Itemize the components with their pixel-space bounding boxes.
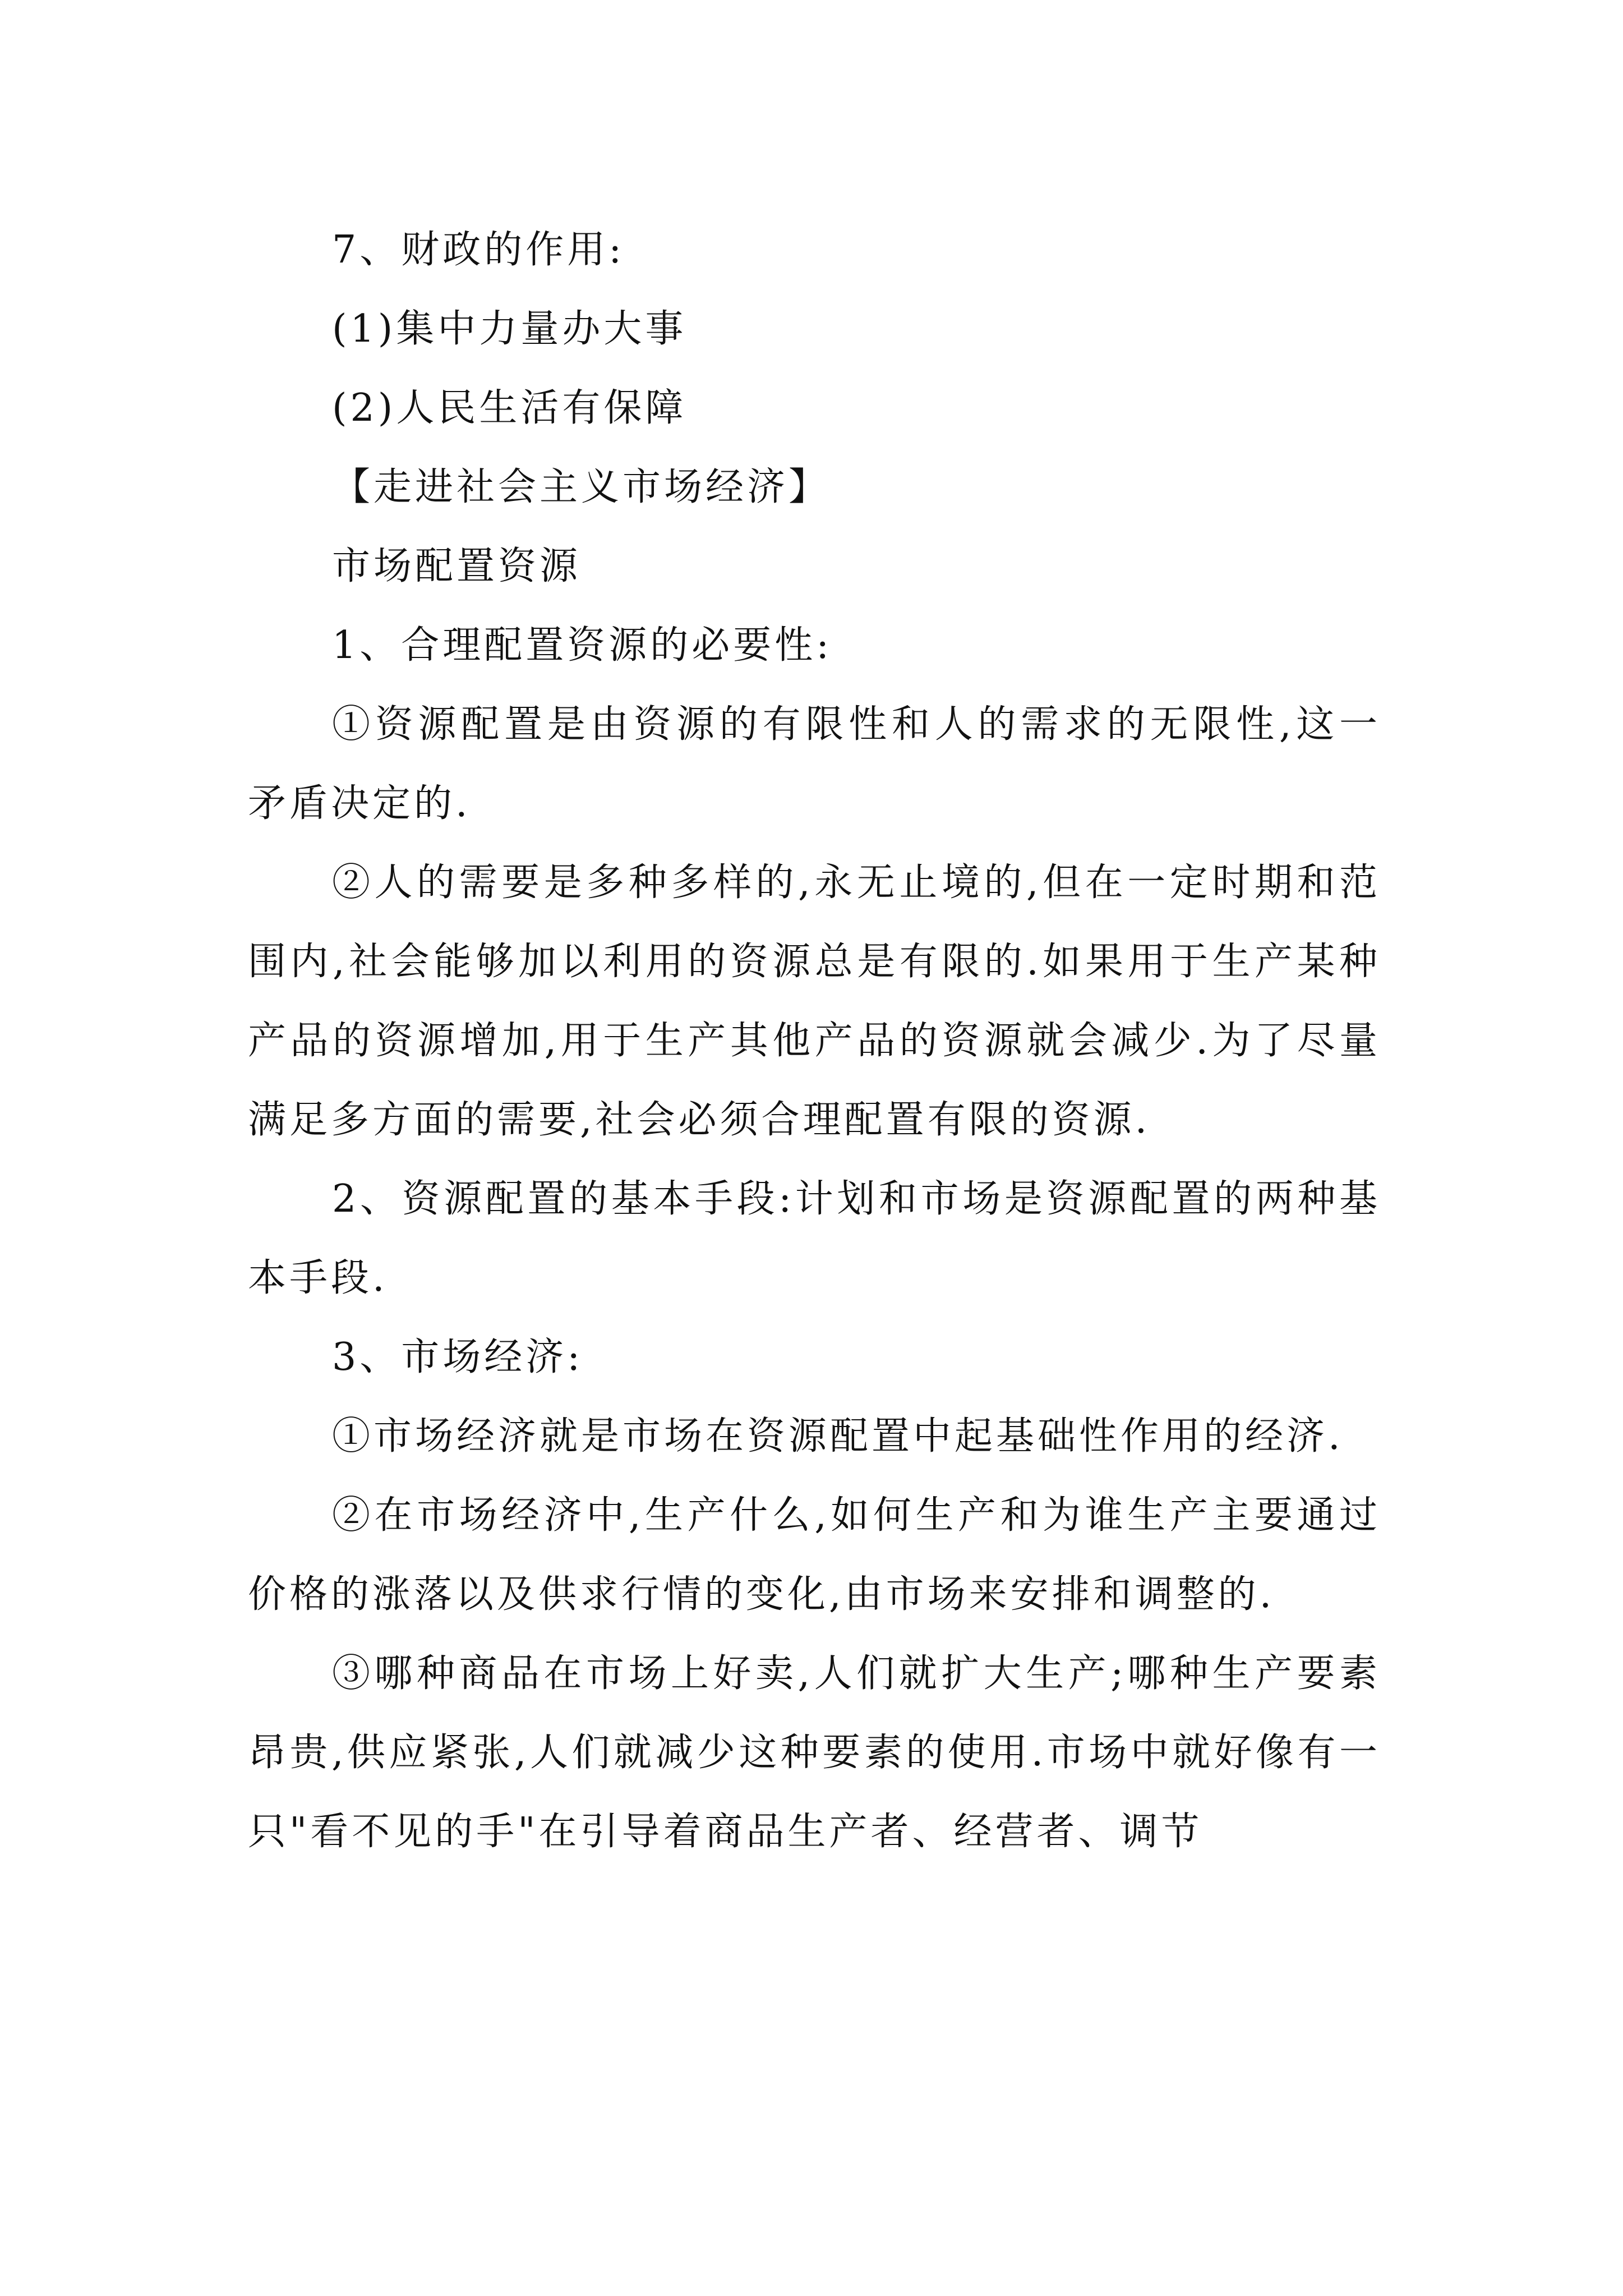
paragraph: 2、资源配置的基本手段:计划和市场是资源配置的两种基本手段. [248,1177,1381,1300]
paragraph: ②人的需要是多种多样的,永无止境的,但在一定时期和范围内,社会能够加以利用的资源总是有限的.如果用于生产某种产品的资源增加,用于生产其他产品的资源就会减少.为了尽量满足多方面的需要,社会必须合理配置有限的资源. [248,861,1381,1142]
section-heading-fiscal-role: 7、财政的作用: [332,228,625,272]
paragraph: ②在市场经济中,生产什么,如何生产和为谁生产主要通过价格的涨落以及供求行情的变化,由市场来安排和调整的. [248,1493,1381,1617]
section-heading-necessity: 1、合理配置资源的必要性: [332,623,833,668]
list-item: (2)人民生活有保障 [332,386,687,430]
paragraph: ③哪种商品在市场上好卖,人们就扩大生产;哪种生产要素昂贵,供应紧张,人们就减少这种要素的使用.市场中就好像有一只"看不见的手"在引导着商品生产者、经营者、调节 [248,1651,1381,1854]
list-item: (1)集中力量办大事 [332,307,687,351]
paragraph: ①资源配置是由资源的有限性和人的需求的无限性,这一矛盾决定的. [248,702,1381,826]
document-body [248,210,1381,1871]
section-heading-market-economy: 3、市场经济: [332,1335,584,1379]
section-title: 市场配置资源 [332,544,582,588]
chapter-title: 【走进社会主义市场经济】 [332,465,831,509]
paragraph: ①市场经济就是市场在资源配置中起基础性作用的经济. [332,1414,1344,1458]
